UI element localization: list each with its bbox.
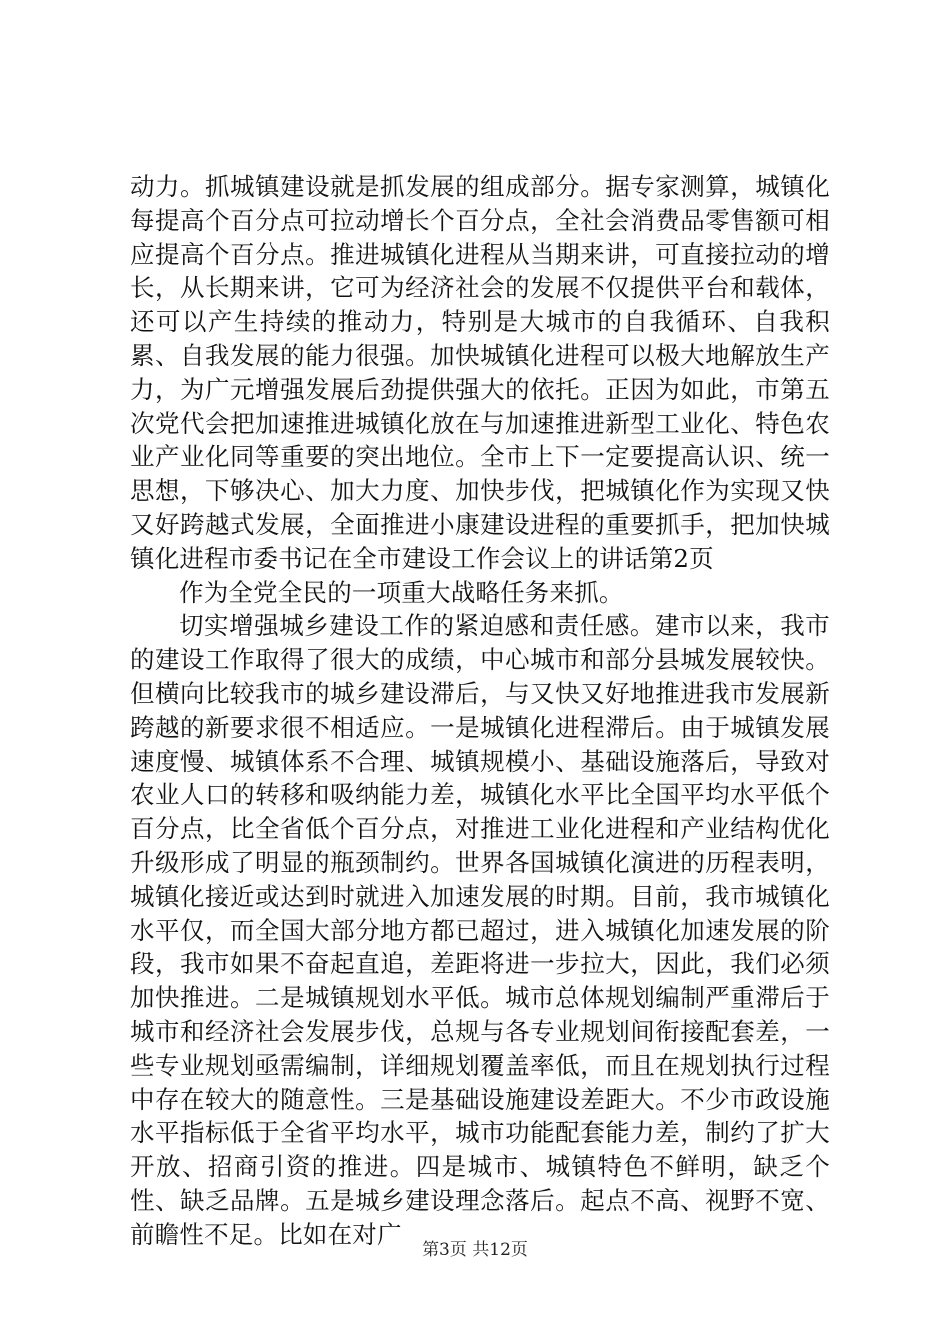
body-text xyxy=(130,170,830,1252)
page-footer: 第3页 共12页 xyxy=(422,1240,528,1260)
paragraph-1: 动力。抓城镇建设就是抓发展的组成部分。据专家测算，城镇化每提高个百分点可拉动增长个百分点，全社会消费品零售额可相应提高个百分点。推进城镇化进程从当期来讲，可直接拉动的增长，从长期来讲，它可为经济社会的发展不仅提供平台和载体，还可以产生持续的推动力，特别是大城市的自我循环、自我积累、自我发展的能力很强。加快城镇化进程可以极大地解放生产力，为广元增强发展后劲提供强大的依托。正因为如此，市第五次党代会把加速推进城镇化放在与加速推进新型工业化、特色农业产业化同等重要的突出地位。全市上下一定要提高认识、统一思想，下够决心、加大力度、加快步伐，把城镇化作为实现又快又好跨越式发展，全面推进小康建设进程的重要抓手，把加快城镇化进程市委书记在全市建设工作会议上的讲话第2页 xyxy=(130,172,830,573)
paragraph-2: 作为全党全民的一项重大战略任务来抓。 xyxy=(179,577,624,607)
paragraph-3: 切实增强城乡建设工作的紧迫感和责任感。建市以来，我市的建设工作取得了很大的成绩，中心城市和部分县城发展较快。但横向比较我市的城乡建设滞后，与又快又好地推进我市发展新跨越的新要求很不相适应。一是城镇化进程滞后。由于城镇发展速度慢、城镇体系不合理、城镇规模小、基础设施落后，导致对农业人口的转移和吸纳能力差，城镇化水平比全国平均水平低个百分点，比全省低个百分点，对推进工业化进程和产业结构优化升级形成了明显的瓶颈制约。世界各国城镇化演进的历程表明，城镇化接近或达到时就进入加速发展的时期。目前，我市城镇化水平仅，而全国大部分地方都已超过，进入城镇化加速发展的阶段，我市如果不奋起直追，差距将进一步拉大，因此，我们必须加快推进。二是城镇规划水平低。城市总体规划编制严重滞后于城市和经济社会发展步伐，总规与各专业规划间衔接配套差，一些专业规划亟需编制，详细规划覆盖率低，而且在规划执行过程中存在较大的随意性。三是基础设施建设差距大。不少市政设施水平指标低于全省平均水平，城市功能配套能力差，制约了扩大开放、招商引资的推进。四是城市、城镇特色不鲜明，缺乏个性、缺乏品牌。五是城乡建设理念落后。起点不高、视野不宽、前瞻性不足。比如在对广 xyxy=(130,611,830,1249)
